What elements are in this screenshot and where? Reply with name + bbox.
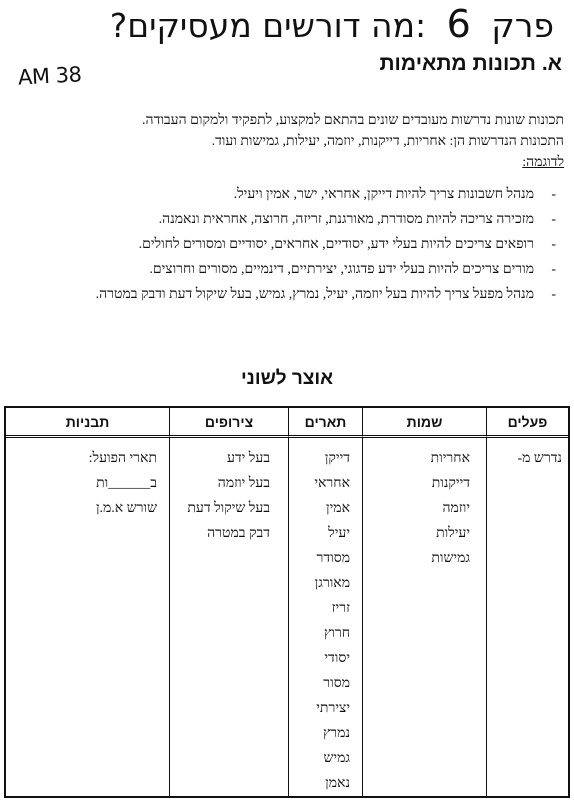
header-patterns: תבניות [6,408,169,438]
section-heading: א. תכונות מתאימות [379,52,562,75]
noun-cell: דייקנות [431,476,470,491]
combinations-column [169,438,288,796]
intro-line: התכונות הנדרשות הן: אחריות, דייקנות, יוזמה, יעילות, גמישות ועוד. [211,134,564,149]
adjective-cell: יסודי [324,651,350,666]
vocab-title: אוצר לשוני [240,368,334,389]
pattern-cell: תארי הפועל: [88,451,157,466]
adjective-cell: מסודר [316,551,350,566]
header-combinations: צירופים [169,408,288,438]
examples-list [4,184,564,309]
intro-line: תכונות שונות נדרשות מעובדים שונים בהתאם למקצוע, לתפקיד ולמקום העבודה. [142,113,564,128]
noun-cell: גמישות [431,551,470,566]
chapter-subtitle: :מה דורשים מעסיקים? [109,6,427,45]
combination-cell: בעל שיקול דעת [187,501,270,516]
chapter-title [60,2,554,46]
adjective-cell: מסור [323,676,350,691]
combination-cell: בעל יוזמה [217,476,270,491]
example-item: - מנהל מפעל צריך להיות בעל יוזמה, יעיל, נמרץ, גמיש, בעל שיקול דעת ודבק במטרה. [4,284,564,305]
adjective-cell: מאורגן [314,576,350,591]
adjective-cell: יצירתי [316,701,350,716]
noun-cell: יעילות [436,526,470,541]
nouns-column [362,438,486,796]
combination-cell: בעל ידע [226,451,270,466]
adjectives-column [288,438,362,796]
adjective-cell: נאמן [325,776,350,791]
example-item: - מורים צריכים להיות בעלי ידע פדגוגי, יצירתיים, דינמיים, מסורים וחרוצים. [4,259,564,280]
header-adjectives: תארים [288,408,362,438]
adjective-cell: יעיל [328,526,350,541]
header-nouns: שמות [362,408,486,438]
patterns-column [6,438,169,796]
adjective-cell: אמין [326,501,350,516]
adjective-cell: גמיש [323,751,350,766]
adjective-cell: אחראי [314,476,350,491]
handwritten-code: AM 38 [17,62,82,90]
verb-cell: נדרש מ- [517,451,562,466]
adjective-cell: זריז [331,601,350,616]
example-item: - רופאים צריכים להיות בעלי ידע, יסודיים, אחראים, יסודיים ומסורים לחולים. [4,234,564,255]
example-item: - מנהל חשבונות צריך להיות דייקן, אחראי, ישר, אמין ויעיל. [4,184,564,205]
chapter-number: 6 [446,2,471,46]
pattern-cell: שורש א.מ.ן [95,501,157,516]
verbs-column [486,438,568,796]
noun-cell: אחריות [430,451,470,466]
adjective-cell: דייקן [324,451,350,466]
intro-paragraph [9,110,564,173]
header-verbs: פעלים [486,408,568,438]
chapter-word: פרק [491,6,554,45]
adjective-cell: נמרץ [322,726,350,741]
combination-cell: דבק במטרה [207,526,270,541]
vocab-table [4,406,570,798]
noun-cell: יוזמה [442,501,470,516]
pattern-cell: ב______ות [96,476,157,491]
example-item: - מזכירה צריכה להיות מסודרת, מאורגנת, זריזה, חרוצה, אחראית ונאמנה. [4,209,564,230]
adjective-cell: חרוץ [323,626,350,641]
examples-label: לדוגמה: [522,155,564,170]
